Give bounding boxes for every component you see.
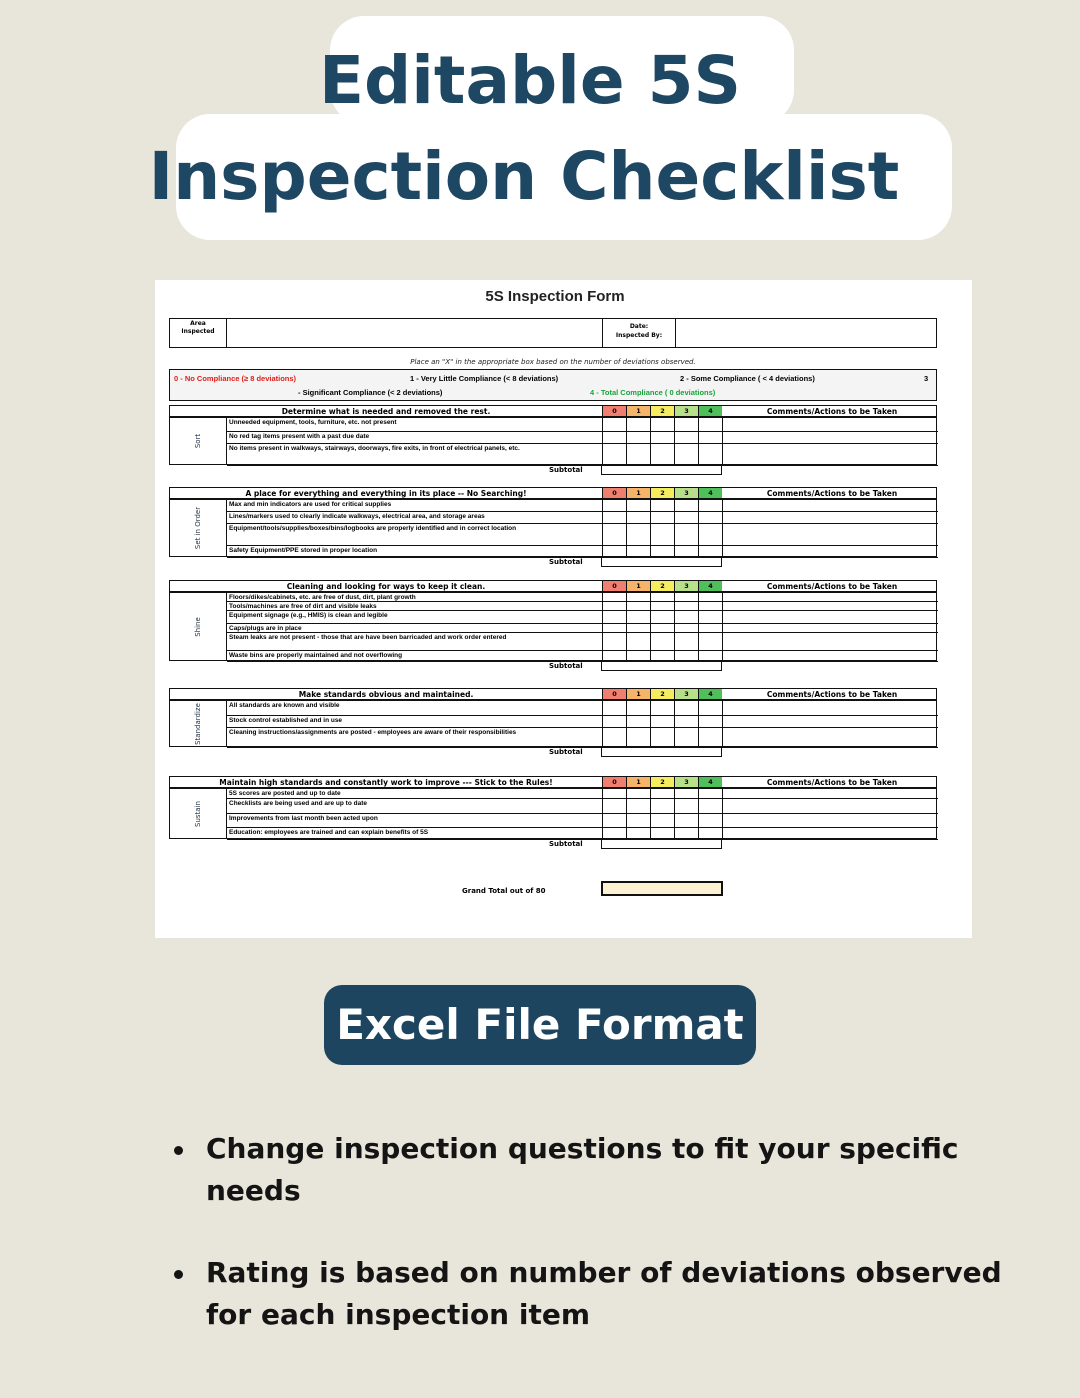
- legend-0: 0 - No Compliance (≥ 8 deviations): [174, 374, 297, 383]
- grid-line: [602, 500, 603, 558]
- checklist-row: [227, 789, 938, 799]
- grid-line: [674, 593, 675, 662]
- checklist-row: [227, 512, 938, 524]
- checklist-row: [227, 432, 938, 444]
- checklist-row: [227, 799, 938, 814]
- section-body: [169, 499, 937, 557]
- section-heading: [169, 580, 937, 592]
- checklist-item-text: Max and min indicators are used for critical supplies: [229, 501, 392, 508]
- section-heading-text: A place for everything and everything in its place -- No Searching!: [245, 489, 527, 498]
- area-label: Area Inspected: [170, 319, 227, 347]
- section-side-label: [170, 418, 227, 464]
- grid-line: [674, 789, 675, 840]
- grid-line: [650, 593, 651, 662]
- grid-line: [602, 593, 603, 662]
- feature-item: Rating is based on number of deviations observed for each inspection item: [170, 1252, 1050, 1336]
- checklist-item-text: Floors/dikes/cabinets, etc. are free of dust, dirt, plant growth: [229, 594, 416, 601]
- legend-3: - Significant Compliance (< 2 deviations): [298, 388, 443, 397]
- checklist-row: [227, 611, 938, 624]
- comments-header: Comments/Actions to be Taken: [766, 407, 898, 416]
- checklist-row: [227, 524, 938, 546]
- grid-line: [698, 418, 699, 466]
- subtotal-field[interactable]: [601, 839, 722, 849]
- grid-line: [650, 789, 651, 840]
- form-header-row: [169, 318, 937, 348]
- score-header-0: 0: [602, 777, 626, 787]
- legend-4: 4 - Total Compliance ( 0 deviations): [590, 388, 716, 397]
- comments-header: Comments/Actions to be Taken: [766, 582, 898, 591]
- grid-line: [674, 500, 675, 558]
- checklist-item-text: Stock control established and in use: [229, 717, 343, 724]
- section-name: Sort: [194, 433, 202, 449]
- form-preview: [155, 280, 972, 938]
- grid-line: [698, 500, 699, 558]
- checklist-item-text: Improvements from last month been acted upon: [229, 815, 378, 822]
- section-heading-text: Cleaning and looking for ways to keep it clean.: [286, 582, 486, 591]
- checklist-row: [227, 418, 938, 432]
- grid-line: [602, 701, 603, 748]
- checklist-row: [227, 701, 938, 716]
- feature-item: Change inspection questions to fit your specific needs: [170, 1128, 1050, 1212]
- checklist-row: [227, 500, 938, 512]
- checklist-row: [227, 828, 938, 840]
- score-header-0: 0: [602, 581, 626, 591]
- grid-line: [602, 418, 603, 466]
- comments-header: Comments/Actions to be Taken: [766, 489, 898, 498]
- legend-3a: 3: [924, 374, 929, 383]
- checklist-row: [227, 728, 938, 748]
- score-header-2: 2: [650, 777, 674, 787]
- instructions: Place an "X" in the appropriate box based on the number of deviations observed.: [410, 358, 696, 366]
- grid-line: [626, 418, 627, 466]
- checklist-item-text: Waste bins are properly maintained and not overflowing: [229, 652, 403, 659]
- section-side-label: [170, 500, 227, 556]
- score-header-4: 4: [698, 406, 722, 416]
- grid-line: [650, 701, 651, 748]
- checklist-item-text: All standards are known and visible: [229, 702, 340, 709]
- grid-line: [722, 500, 723, 558]
- score-header-3: 3: [674, 488, 698, 498]
- checklist-item-text: Lines/markers used to clearly indicate walkways, electrical area, and storage areas: [229, 513, 485, 520]
- grid-line: [698, 789, 699, 840]
- page-title-line2: Inspection Checklist: [148, 138, 900, 215]
- score-header-1: 1: [626, 406, 650, 416]
- score-header-3: 3: [674, 777, 698, 787]
- section-body: [169, 592, 937, 661]
- feature-list: [170, 1128, 1050, 1376]
- score-header-4: 4: [698, 581, 722, 591]
- inspected-by-label: Inspected By:: [615, 332, 663, 339]
- grid-line: [650, 500, 651, 558]
- checklist-row: [227, 814, 938, 828]
- score-header-1: 1: [626, 581, 650, 591]
- grid-line: [722, 701, 723, 748]
- section-body: [169, 417, 937, 465]
- section-side-label: [170, 789, 227, 838]
- subtotal-label: Subtotal: [549, 748, 583, 756]
- score-header-2: 2: [650, 689, 674, 699]
- comments-header: Comments/Actions to be Taken: [766, 778, 898, 787]
- section-side-label: [170, 593, 227, 660]
- score-header-0: 0: [602, 689, 626, 699]
- section-name: Shine: [194, 616, 202, 637]
- checklist-item-text: Education: employees are trained and can explain benefits of 5S: [229, 829, 429, 836]
- checklist-row: [227, 633, 938, 651]
- checklist-item-text: Unneeded equipment, tools, furniture, etc. not present: [229, 419, 397, 426]
- grid-line: [722, 418, 723, 466]
- form-title: 5S Inspection Form: [485, 288, 625, 305]
- grid-line: [602, 789, 603, 840]
- date-label: Date:: [629, 323, 649, 330]
- grid-line: [626, 500, 627, 558]
- score-header-3: 3: [674, 406, 698, 416]
- checklist-row: [227, 602, 938, 611]
- score-header-1: 1: [626, 488, 650, 498]
- section-side-label: [170, 701, 227, 746]
- checklist-row: [227, 624, 938, 633]
- section-heading-text: Maintain high standards and constantly work to improve --- Stick to the Rules!: [219, 778, 553, 787]
- section-body: [169, 700, 937, 747]
- section-body: [169, 788, 937, 839]
- section-heading: [169, 688, 937, 700]
- legend-2: 2 - Some Compliance ( < 4 deviations): [680, 374, 815, 383]
- checklist-item-text: Cleaning instructions/assignments are posted - employees are aware of their responsibilities: [229, 729, 517, 736]
- score-header-1: 1: [626, 689, 650, 699]
- grand-total-label: Grand Total out of 80: [462, 887, 546, 895]
- checklist-row: [227, 593, 938, 602]
- grid-line: [626, 789, 627, 840]
- checklist-item-text: Checklists are being used and are up to date: [229, 800, 367, 807]
- comments-header: Comments/Actions to be Taken: [766, 690, 898, 699]
- grid-line: [698, 593, 699, 662]
- section-heading: [169, 487, 937, 499]
- grid-line: [698, 701, 699, 748]
- checklist-row: [227, 546, 938, 558]
- section-heading-text: Make standards obvious and maintained.: [298, 690, 474, 699]
- rating-legend: [169, 369, 937, 401]
- grid-line: [650, 418, 651, 466]
- subtotal-label: Subtotal: [549, 558, 583, 566]
- section-heading: [169, 405, 937, 417]
- checklist-row: [227, 651, 938, 662]
- file-format-badge: Excel File Format: [324, 985, 756, 1065]
- subtotal-label: Subtotal: [549, 662, 583, 670]
- checklist-item-text: Safety Equipment/PPE stored in proper location: [229, 547, 378, 554]
- section-heading: [169, 776, 937, 788]
- checklist-item-text: Caps/plugs are in place: [229, 625, 302, 632]
- subtotal-label: Subtotal: [549, 466, 583, 474]
- section-name: Sustain: [194, 800, 202, 827]
- checklist-item-text: Tools/machines are free of dirt and visible leaks: [229, 603, 377, 610]
- score-header-3: 3: [674, 581, 698, 591]
- score-header-0: 0: [602, 406, 626, 416]
- grid-line: [626, 701, 627, 748]
- score-header-0: 0: [602, 488, 626, 498]
- legend-1: 1 - Very Little Compliance (< 8 deviations): [410, 374, 559, 383]
- section-name: Standardize: [194, 702, 202, 745]
- section-name: Set in Order: [194, 506, 202, 550]
- grid-line: [626, 593, 627, 662]
- score-header-2: 2: [650, 488, 674, 498]
- subtotal-field[interactable]: [601, 557, 722, 567]
- checklist-item-text: 5S scores are posted and up to date: [229, 790, 341, 797]
- grid-line: [722, 593, 723, 662]
- checklist-item-text: Equipment/tools/supplies/boxes/bins/logbooks are properly identified and in correct location: [229, 525, 517, 532]
- score-header-2: 2: [650, 581, 674, 591]
- subtotal-field[interactable]: [601, 747, 722, 757]
- score-header-4: 4: [698, 777, 722, 787]
- subtotal-field[interactable]: [601, 465, 722, 475]
- score-header-2: 2: [650, 406, 674, 416]
- score-header-4: 4: [698, 689, 722, 699]
- grid-line: [722, 789, 723, 840]
- grid-line: [674, 701, 675, 748]
- score-header-1: 1: [626, 777, 650, 787]
- checklist-item-text: No items present in walkways, stairways, doorways, fire exits, in front of electrical panels, etc.: [229, 445, 520, 452]
- grand-total-field[interactable]: [601, 881, 723, 896]
- score-header-4: 4: [698, 488, 722, 498]
- subtotal-field[interactable]: [601, 661, 722, 671]
- subtotal-label: Subtotal: [549, 840, 583, 848]
- score-header-3: 3: [674, 689, 698, 699]
- date-by-label: [602, 319, 676, 347]
- checklist-item-text: Steam leaks are not present - those that are have been barricaded and work order entered: [229, 634, 507, 641]
- checklist-item-text: Equipment signage (e.g., HMIS) is clean and legible: [229, 612, 388, 619]
- page-title-line1: Editable 5S: [318, 42, 742, 119]
- grid-line: [674, 418, 675, 466]
- checklist-item-text: No red tag items present with a past due date: [229, 433, 370, 440]
- checklist-row: [227, 444, 938, 466]
- checklist-row: [227, 716, 938, 728]
- section-heading-text: Determine what is needed and removed the rest.: [281, 407, 491, 416]
